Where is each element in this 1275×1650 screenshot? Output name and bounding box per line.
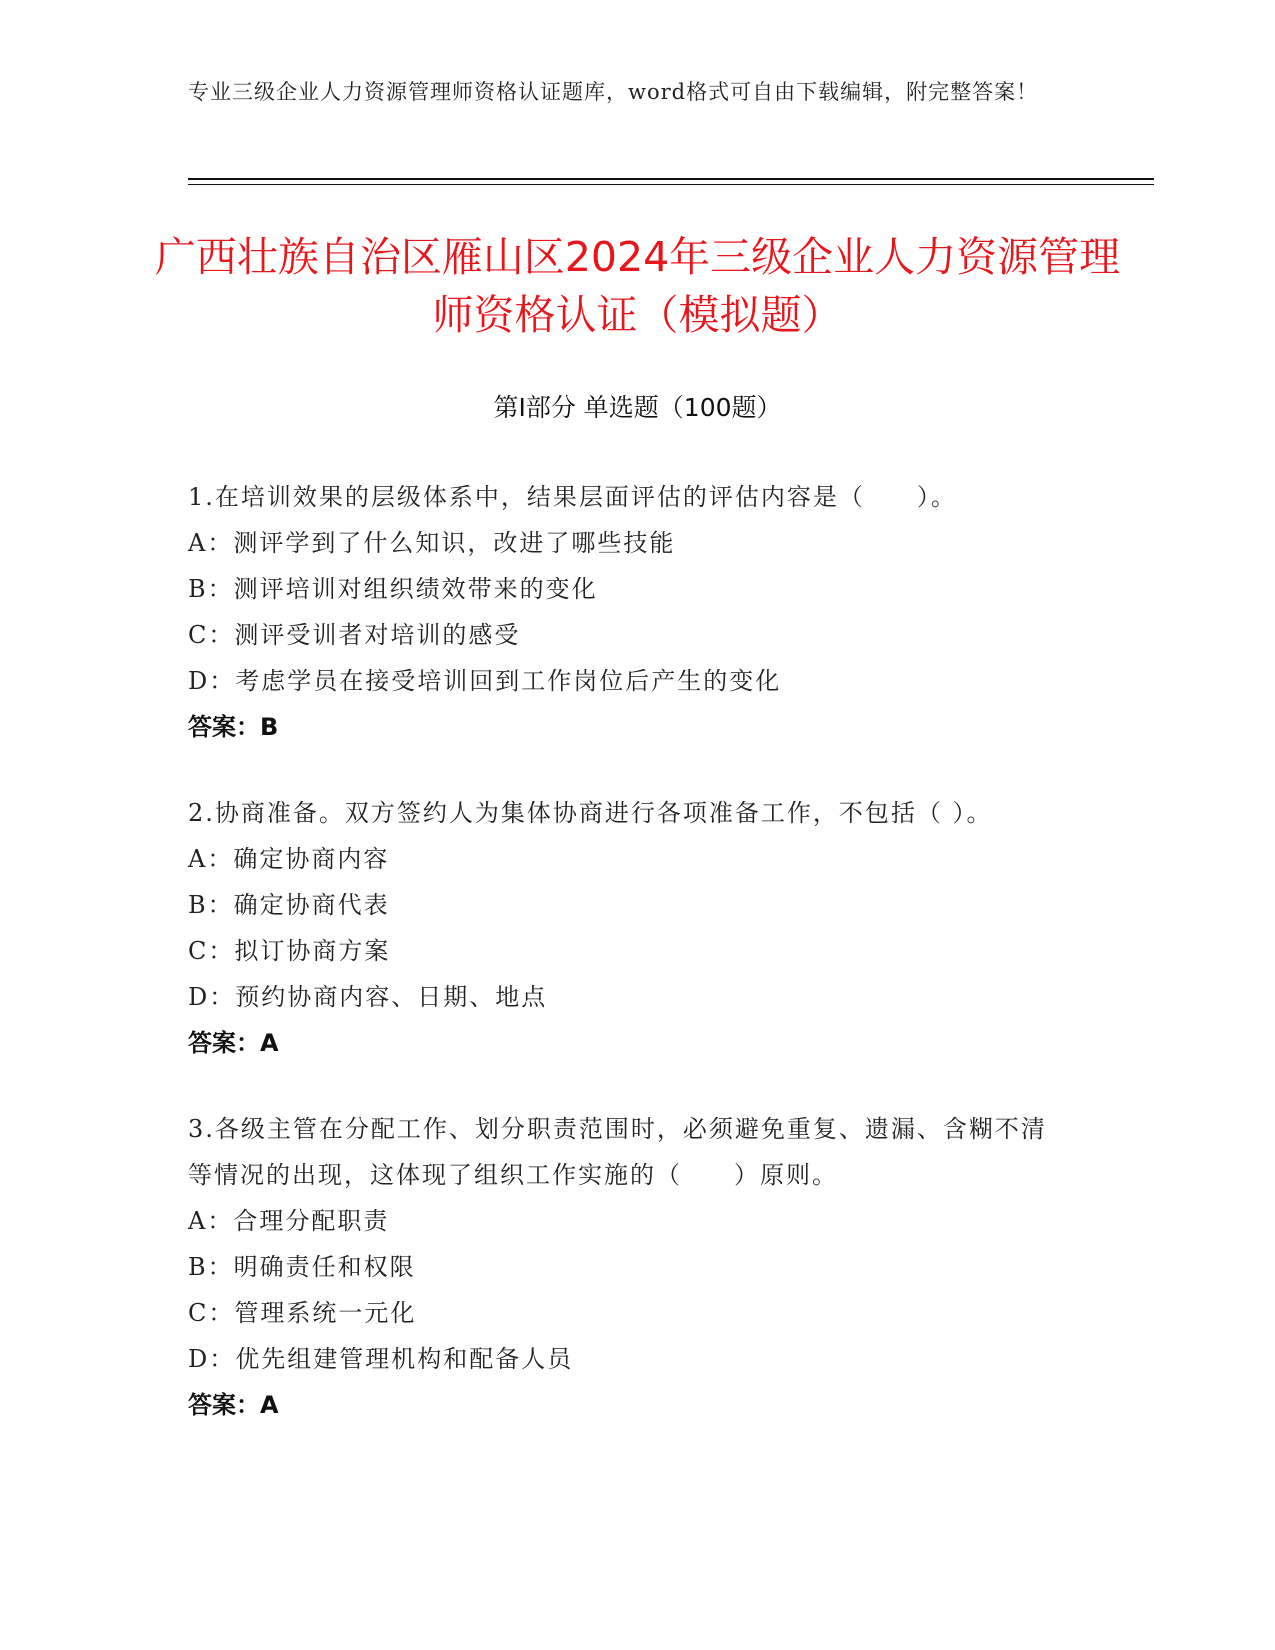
answer: 答案：A (188, 1391, 279, 1419)
header-note: 专业三级企业人力资源管理师资格认证题库，word格式可自由下载编辑，附完整答案！ (188, 80, 1039, 104)
answer: 答案：A (188, 1029, 279, 1057)
option-c: C：测评受训者对培训的感受 (188, 621, 521, 649)
option-a: A：合理分配职责 (188, 1207, 390, 1235)
option-b: B：确定协商代表 (188, 891, 390, 919)
header-rule-thin (188, 184, 1154, 185)
question-3 (188, 1106, 1068, 1428)
option-b: B：测评培训对组织绩效带来的变化 (188, 575, 598, 603)
section-heading: 第I部分 单选题（100题） (493, 393, 782, 422)
option-b: B：明确责任和权限 (188, 1253, 416, 1281)
option-d: D：考虑学员在接受培训回到工作岗位后产生的变化 (188, 667, 782, 695)
question-stem: 2.协商准备。双方签约人为集体协商进行各项准备工作，不包括（ ）。 (188, 799, 993, 827)
option-a: A：测评学到了什么知识，改进了哪些技能 (188, 529, 676, 557)
option-c: C：拟订协商方案 (188, 937, 391, 965)
question-2 (188, 790, 1068, 1066)
header-rule-thick (188, 178, 1154, 180)
option-a: A：确定协商内容 (188, 845, 390, 873)
option-d: D：优先组建管理机构和配备人员 (188, 1345, 574, 1373)
option-c: C：管理系统一元化 (188, 1299, 417, 1327)
question-stem: 3.各级主管在分配工作、划分职责范围时，必须避免重复、遗漏、含糊不清等情况的出现，这体现了组织工作实施的（ ）原则。 (188, 1115, 1047, 1189)
document-title: 广西壮族自治区雁山区2024年三级企业人力资源管理师资格认证（模拟题） (154, 233, 1121, 339)
question-stem: 1.在培训效果的层级体系中，结果层面评估的评估内容是（ ）。 (188, 483, 957, 511)
question-list (188, 474, 1068, 1468)
answer: 答案：B (188, 713, 279, 741)
question-1 (188, 474, 1068, 750)
option-d: D：预约协商内容、日期、地点 (188, 983, 548, 1011)
